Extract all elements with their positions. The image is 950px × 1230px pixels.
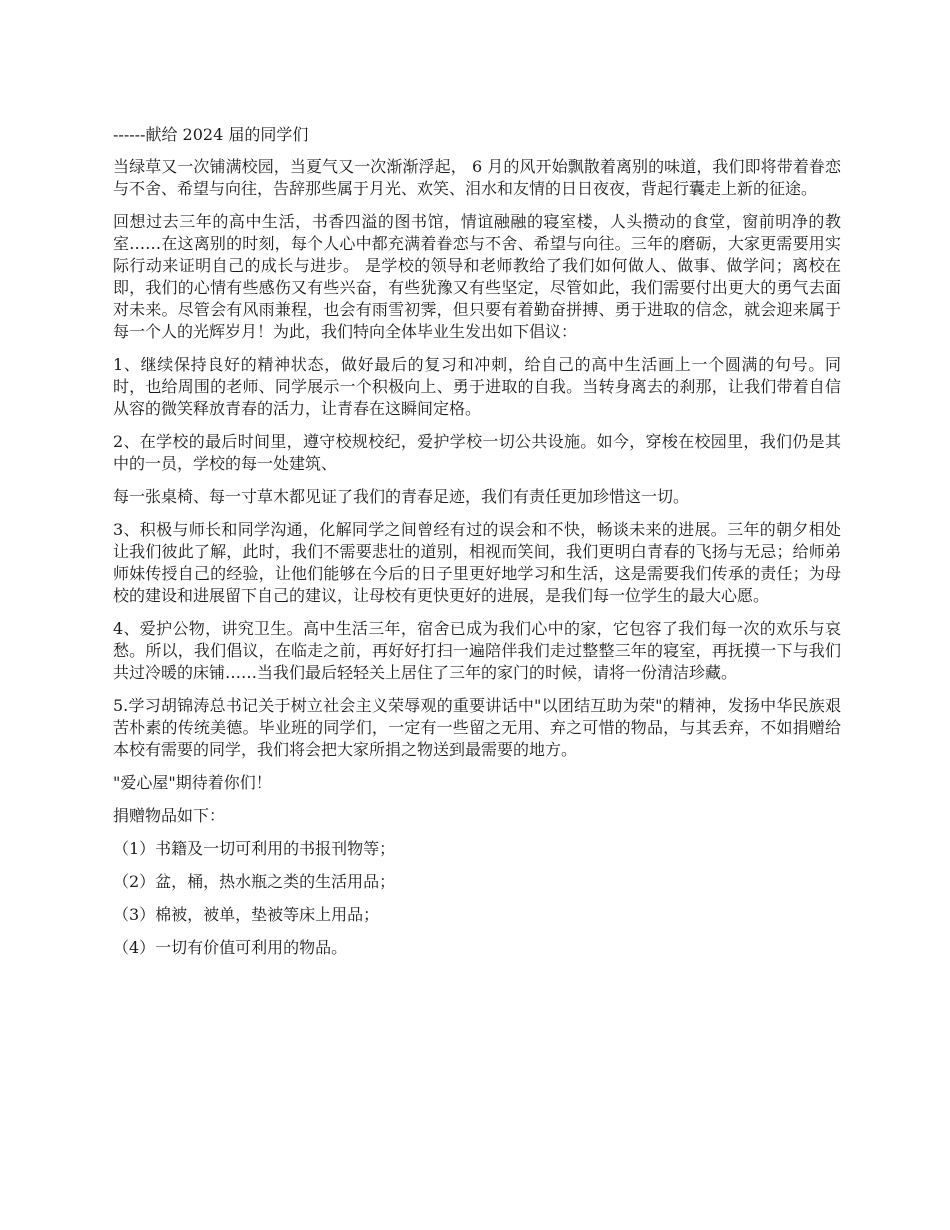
donation-item: （2）盆，桶，热水瓶之类的生活用品； <box>113 872 396 891</box>
donation-item: （4）一切有价值可利用的物品。 <box>113 938 348 957</box>
proposal-1: 1、继续保持良好的精神状态，做好最后的复习和冲刺，给自己的高中生活画上一个圆满的句号。同时，也给周围的老师、同学展示一个积极向上、勇于进取的自我。当转身离去的刹那，让我们带着自信从容的微笑释放青春的活力，让青春在这瞬间定格。 <box>113 355 841 418</box>
donation-item: （3）棉被，被单，垫被等床上用品； <box>113 905 380 924</box>
document-subtitle: ------献给 2024 届的同学们 <box>113 125 309 144</box>
document-page <box>113 124 841 970</box>
donation-item: （1）书籍及一切可利用的书报刊物等； <box>113 839 396 858</box>
proposal-2-continued: 每一张桌椅、每一寸草木都见证了我们的青春足迹，我们有责任更加珍惜这一切。 <box>113 487 690 506</box>
donation-heading: 捐赠物品如下： <box>113 806 226 825</box>
proposal-3: 3、积极与师长和同学沟通，化解同学之间曾经有过的误会和不快，畅谈未来的进展。三年的朝夕相处让我们彼此了解，此时，我们不需要悲壮的道别，相视而笑间，我们更明白青春的飞扬与无忌；给师弟师妹传授自己的经验，让他们能够在今后的日子里更好地学习和生活，这是需要我们传承的责任；为母校的建设和进展留下自己的建议，让母校有更快更好的进展，是我们每一位学生的最大心愿。 <box>113 520 841 605</box>
love-house-line: "爱心屋"期待着你们！ <box>113 773 272 792</box>
proposal-2: 2、在学校的最后时间里，遵守校规校纪，爱护学校一切公共设施。如今，穿梭在校园里，我们仍是其中的一员，学校的每一处建筑、 <box>113 432 841 473</box>
paragraph-intro: 当绿草又一次铺满校园，当夏气又一次渐渐浮起， 6 月的风开始飘散着离别的味道，我们即将带着眷恋与不舍、希望与向往，告辞那些属于月光、欢笑、泪水和友情的日日夜夜，背起行囊走上新的征途。 <box>113 157 841 198</box>
proposal-4: 4、爱护公物，讲究卫生。高中生活三年，宿舍已成为我们心中的家，它包容了我们每一次的欢乐与哀愁。所以，我们倡议，在临走之前，再好好打扫一遍陪伴我们走过整整三年的寝室，再抚摸一下与我们共过冷暖的床铺……当我们最后轻轻关上居住了三年的家门的时候，请将一份清洁珍藏。 <box>113 619 841 682</box>
proposal-5: 5.学习胡锦涛总书记关于树立社会主义荣辱观的重要讲话中"以团结互助为荣"的精神，发扬中华民族艰苦朴素的传统美德。毕业班的同学们，一定有一些留之无用、弃之可惜的物品，与其丢弃，不如捐赠给本校有需要的同学，我们将会把大家所捐之物送到最需要的地方。 <box>113 696 841 759</box>
paragraph-reflection: 回想过去三年的高中生活，书香四溢的图书馆，情谊融融的寝室楼，人头攒动的食堂，窗前明净的教室……在这离别的时刻，每个人心中都充满着眷恋与不舍、希望与向往。三年的磨砺，大家更需要用实际行动来证明自己的成长与进步。 是学校的领导和老师教给了我们如何做人、做事、做学问；离校在即，我们的心情有些感伤又有些兴奋，有些犹豫又有些坚定，尽管如此，我们需要付出更大的勇气去面对未来。尽管会有风雨兼程，也会有雨雪初霁，但只要有着勤奋拼搏、勇于进取的信念，就会迎来属于每一个人的光辉岁月！为此，我们特向全体毕业生发出如下倡议： <box>113 212 841 341</box>
